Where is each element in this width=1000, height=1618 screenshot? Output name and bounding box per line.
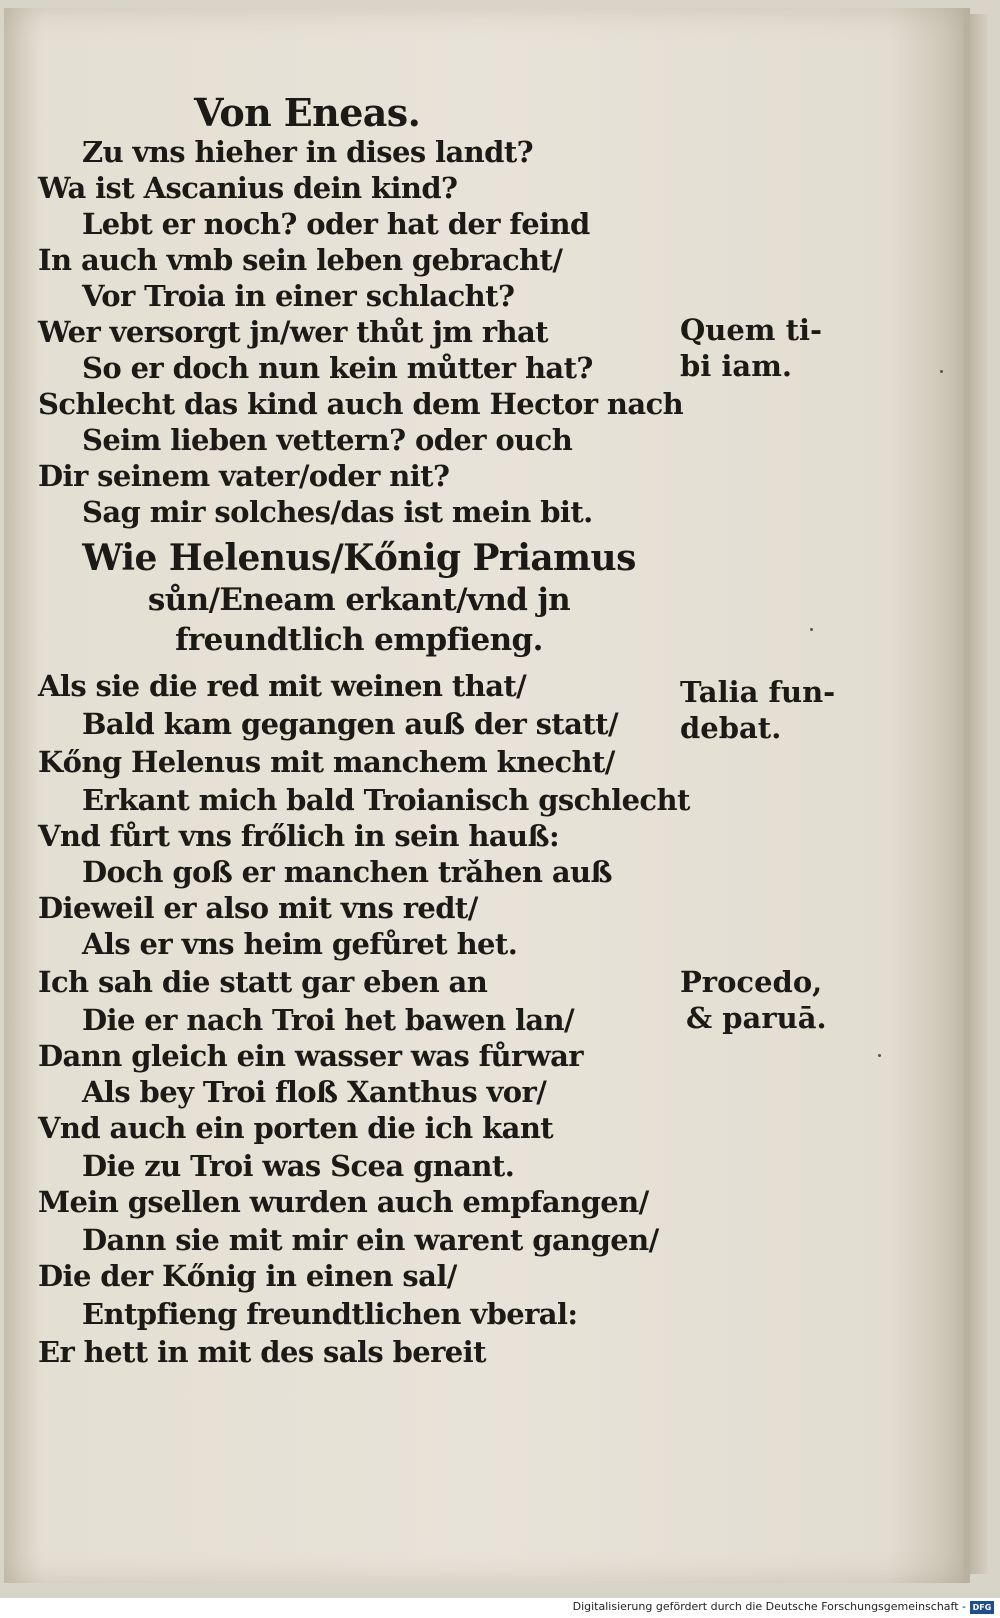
section-title-line: sůn/Eneam erkant/vnd jn — [147, 582, 571, 618]
verse-line: Dann sie mit mir ein warent gangen/ — [82, 1223, 659, 1257]
section-title-line: freundtlich empfieng. — [175, 622, 543, 658]
verse-line: So er doch nun kein můtter hat? — [82, 351, 593, 385]
verse-line: Zu vns hieher in dises landt? — [82, 135, 534, 169]
margin-note-line: Procedo, — [680, 965, 823, 999]
verse-line: Vor Troia in einer schlacht? — [82, 279, 515, 313]
margin-note — [680, 312, 822, 384]
verse-line: Wa ist Ascanius dein kind? — [38, 171, 458, 205]
margin-note — [680, 964, 827, 1036]
margin-note-line: Talia fun- — [680, 675, 836, 709]
page-edge — [970, 14, 988, 1574]
verse-line: Vnd auch ein porten die ich kant — [38, 1111, 554, 1145]
running-heading: Von Eneas. — [194, 90, 421, 135]
margin-note-line: debat. — [680, 711, 782, 745]
verse-line: Erkant mich bald Troianisch gschlecht — [82, 783, 690, 817]
verse-line: Mein gsellen wurden auch empfangen/ — [38, 1185, 649, 1219]
funding-credit: Digitalisierung gefördert durch die Deutsche Forschungsgemeinschaft - — [572, 1600, 966, 1613]
ink-speck — [810, 628, 813, 631]
verse-line: Sag mir solches/das ist mein bit. — [82, 495, 593, 529]
verse-line: Schlecht das kind auch dem Hector nach — [38, 387, 684, 421]
verse-line: In auch vmb sein leben gebracht/ — [38, 243, 563, 277]
ink-speck — [940, 370, 943, 373]
margin-note-line: & paruā. — [686, 1001, 827, 1035]
verse-line: Dann gleich ein wasser was fůrwar — [38, 1039, 583, 1073]
verse-line: Ich sah die statt gar eben an — [38, 965, 488, 999]
verse-line: Dieweil er also mit vns redt/ — [38, 891, 478, 925]
verse-line: Die er nach Troi het bawen lan/ — [82, 1003, 575, 1037]
verse-line: Doch goß er manchen trǎhen auß — [82, 855, 612, 889]
verse-line: Die der Kőnig in einen sal/ — [38, 1259, 457, 1293]
verse-line: Wer versorgt jn/wer thůt jm rhat — [38, 315, 548, 349]
book-page — [4, 8, 970, 1583]
section-title-line: Wie Helenus/Kőnig Priamus — [82, 537, 636, 579]
verse-line: Dir seinem vater/oder nit? — [38, 459, 450, 493]
verse-line: Entpfieng freundtlichen vberal: — [82, 1297, 578, 1331]
footer-bar — [0, 1598, 1000, 1618]
verse-line: Vnd fůrt vns frőlich in sein hauß: — [38, 819, 560, 853]
margin-note-line: Quem ti- — [680, 313, 823, 347]
verse-line: Seim lieben vettern? oder ouch — [82, 423, 573, 457]
margin-note-line: bi iam. — [680, 349, 792, 383]
verse-line: Lebt er noch? oder hat der feind — [82, 207, 590, 241]
verse-line: Bald kam gegangen auß der statt/ — [82, 707, 618, 741]
dfg-logo: DFG — [970, 1601, 994, 1614]
verse-line: Als er vns heim gefůret het. — [82, 927, 518, 961]
verse-line: Die zu Troi was Scea gnant. — [82, 1149, 515, 1183]
ink-speck — [878, 1054, 881, 1057]
verse-line: Als sie die red mit weinen that/ — [38, 669, 527, 703]
verse-line: Kőng Helenus mit manchem knecht/ — [38, 745, 615, 779]
margin-note — [680, 674, 835, 746]
verse-line: Als bey Troi floß Xanthus vor/ — [82, 1075, 547, 1109]
verse-line: Er hett in mit des sals bereit — [38, 1335, 486, 1369]
